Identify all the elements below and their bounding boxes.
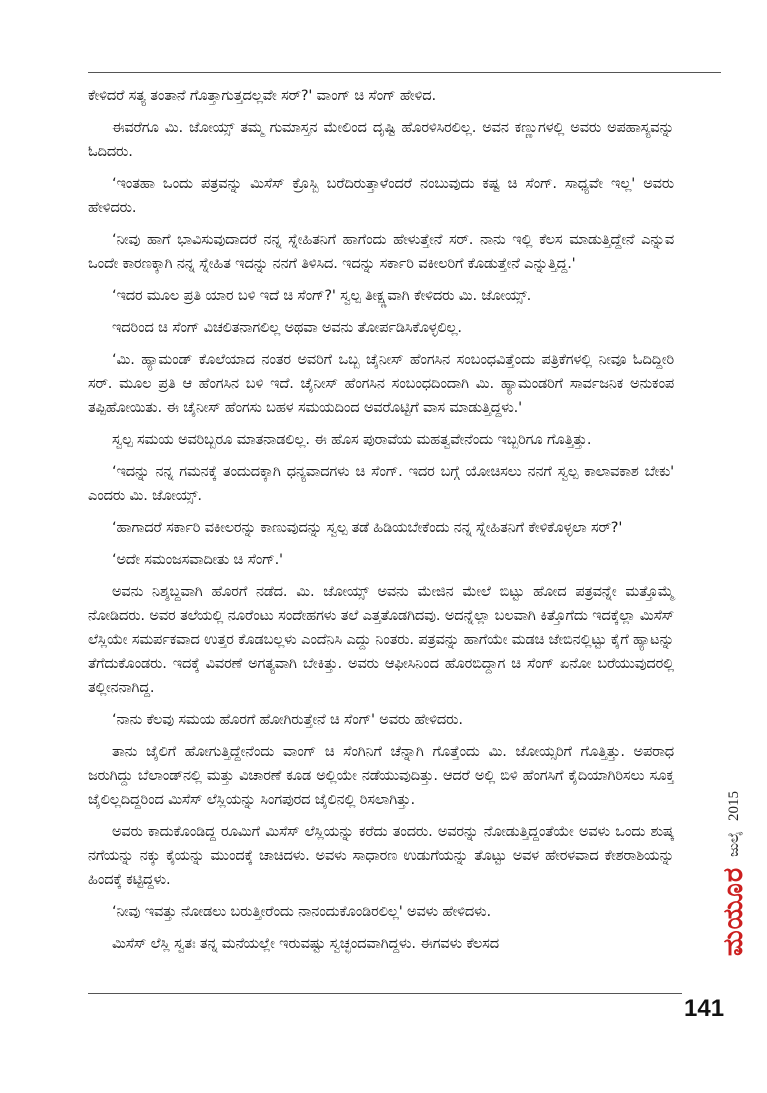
paragraph: ‘ನೀವು ಇವತ್ತು ನೋಡಲು ಬರುತ್ತೀರೆಂದು ನಾನಂದುಕೊಂಡಿರಲಿಲ್ಲ' ಅವಳು ಹೇಳಿದಳು. bbox=[112, 903, 491, 920]
issue-label bbox=[720, 726, 748, 956]
paragraph: ‘ಹಾಗಾದರೆ ಸರ್ಕಾರಿ ವಕೀಲರನ್ನು ಕಾಣುವುದನ್ನು ಸ್ವಲ್ಪ ತಡೆ ಹಿಡಿಯಬೇಕೆಂದು ನನ್ನ ಸ್ನೇಹಿತನಿಗೆ ಕೇಳಿಕೊಳ್ಳಲಾ ಸರ್?' bbox=[112, 519, 623, 536]
paragraph: ತಾನು ಜೈಲಿಗೆ ಹೋಗುತ್ತಿದ್ದೇನೆಂದು ವಾಂಗ್ ಚಿ ಸೆಂಗಿನಿಗೆ ಚೆನ್ನಾಗಿ ಗೊತ್ತೆಂದು ಮಿ. ಜೋಯ್ಸರಿಗೆ ಗೊತ್ತಿತ್ತು. ಅಪರಾಧ ಜರುಗಿದ್ದು ಬೆಲಾಂಡ್‌ನಲ್ಲಿ ಮತ್ತು ವಿಚಾರಣೆ ಕೂಡ ಅಲ್ಲಿಯೇ ನಡೆಯುವುದಿತ್ತು. ಆದರೆ ಅಲ್ಲಿ ಬಿಳಿ ಹೆಂಗಸಿಗೆ ಕೈದಿಯಾಗಿರಿಸಲು ಸೂಕ್ತ ಜೈಲಿಲ್ಲದಿದ್ದರಿಂದ ಮಿಸೆಸ್ ಲೆಸ್ಲಿಯನ್ನು ಸಿಂಗಪುರದ ಜೈಲಿನಲ್ಲಿ ರಿಸಲಾಗಿತ್ತು. bbox=[88, 743, 674, 808]
paragraph: ‘ಮಿ. ಹ್ಯಾಮಂಡ್ ಕೊಲೆಯಾದ ನಂತರ ಅವರಿಗೆ ಒಬ್ಬ ಚೈನೀಸ್ ಹೆಂಗಸಿನ ಸಂಬಂಧವಿತ್ತೆಂದು ಪತ್ರಿಕೆಗಳಲ್ಲಿ ನೀವೂ ಓದಿದ್ದೀರಿ ಸರ್. ಮೂಲ ಪ್ರತಿ ಆ ಹೆಂಗಸಿನ ಬಳಿ ಇದೆ. ಚೈನೀಸ್ ಹೆಂಗಸಿನ ಸಂಬಂಧದಿಂದಾಗಿ ಮಿ. ಹ್ಯಾಮಂಡರಿಗೆ ಸಾರ್ವಜನಿಕ ಅನುಕಂಪ ತಪ್ಪಿಹೋಯಿತು. ಈ ಚೈನೀಸ್ ಹೆಂಗಸು ಬಹಳ ಸಮಯದಿಂದ ಅವರೊಟ್ಟಿಗೆ ವಾಸ ಮಾಡುತ್ತಿದ್ದಳು.' bbox=[88, 351, 674, 416]
paragraph: ಕೇಳಿದರೆ ಸತ್ಯ ತಂತಾನೆ ಗೊತ್ತಾಗುತ್ತದಲ್ಲವೇ ಸರ್?' ವಾಂಗ್ ಚಿ ಸೆಂಗ್ ಹೇಳಿದ. bbox=[88, 87, 436, 104]
paragraph: ‘ಇದರ ಮೂಲ ಪ್ರತಿ ಯಾರ ಬಳಿ ಇದೆ ಚಿ ಸೆಂಗ್?' ಸ್ವಲ್ಪ ತೀಕ್ಷ್ಣವಾಗಿ ಕೇಳಿದರು ಮಿ. ಜೋಯ್ಸ್. bbox=[112, 287, 532, 304]
paragraph: ‘ಇದನ್ನು ನನ್ನ ಗಮನಕ್ಕೆ ತಂದುದಕ್ಕಾಗಿ ಧನ್ಯವಾದಗಳು ಚಿ ಸೆಂಗ್. ಇದರ ಬಗ್ಗೆ ಯೋಚಿಸಲು ನನಗೆ ಸ್ವಲ್ಪ ಕಾಲಾವಕಾಶ ಬೇಕು' ಎಂದರು ಮಿ. ಜೋಯ್ಸ್. bbox=[88, 463, 674, 504]
paragraph: ಸ್ವಲ್ಪ ಸಮಯ ಅವರಿಬ್ಬರೂ ಮಾತನಾಡಲಿಲ್ಲ. ಈ ಹೊಸ ಪುರಾವೆಯ ಮಹತ್ವವೇನೆಂದು ಇಬ್ಬರಿಗೂ ಗೊತ್ತಿತ್ತು. bbox=[112, 431, 592, 448]
paragraph: ‘ಇಂತಹಾ ಒಂದು ಪತ್ರವನ್ನು ಮಿಸೆಸ್ ಕ್ರೊಸ್ಬಿ ಬರೆದಿರುತ್ತಾಳೆಂದರೆ ನಂಬುವುದು ಕಷ್ಟ ಚಿ ಸೆಂಗ್. ಸಾಧ್ಯವೇ ಇಲ್ಲ' ಅವರು ಹೇಳಿದರು. bbox=[88, 175, 674, 216]
article-body bbox=[88, 84, 674, 964]
page-number: 141 bbox=[684, 995, 725, 1022]
bottom-rule bbox=[88, 993, 682, 994]
paragraph: ಈವರೆಗೂ ಮಿ. ಜೋಯ್ಸ್ ತಮ್ಮ ಗುಮಾಸ್ತನ ಮೇಲಿಂದ ದೃಷ್ಟಿ ಹೊರಳಿಸಿರಲಿಲ್ಲ. ಅವನ ಕಣ್ಣುಗಳಲ್ಲಿ ಅವರು ಅಪಹಾಸ್ಯವನ್ನು ಓದಿದರು. bbox=[88, 119, 674, 160]
paragraph: ಅವನು ನಿಶ್ಶಬ್ದವಾಗಿ ಹೊರಗೆ ನಡೆದ. ಮಿ. ಜೋಯ್ಸ್ ಅವನು ಮೇಜಿನ ಮೇಲೆ ಬಿಟ್ಟು ಹೋದ ಪತ್ರವನ್ನೇ ಮತ್ತೊಮ್ಮೆ ನೋಡಿದರು. ಅವರ ತಲೆಯಲ್ಲಿ ನೂರೆಂಟು ಸಂದೇಹಗಳು ತಲೆ ಎತ್ತತೊಡಗಿದವು. ಅದನ್ನೆಲ್ಲಾ ಬಲವಾಗಿ ಕಿತ್ತೊಗೆದು ಇದಕ್ಕೆಲ್ಲಾ ಮಿಸೆಸ್ ಲೆಸ್ಲಿಯೇ ಸಮರ್ಪಕವಾದ ಉತ್ತರ ಕೊಡಬಲ್ಲಳು ಎಂದೆನಿಸಿ ಎದ್ದು ನಿಂತರು. ಪತ್ರವನ್ನು ಹಾಗೆಯೇ ಮಡಚಿ ಜೇಬಿನಲ್ಲಿಟ್ಟು ಕೈಗೆ ಹ್ಯಾಟನ್ನು ತೆಗೆದುಕೊಂಡರು. ಇದಕ್ಕೆ ವಿವರಣೆ ಅಗತ್ಯವಾಗಿ ಬೇಕಿತ್ತು. ಅವರು ಆಫೀಸಿನಿಂದ ಹೊರಬಿದ್ದಾಗ ಚಿ ಸೆಂಗ್ ಏನೋ ಬರೆಯುವುದರಲ್ಲಿ ತಲ್ಲೀನನಾಗಿದ್ದ. bbox=[88, 583, 674, 696]
paragraph: ‘ನೀವು ಹಾಗೆ ಭಾವಿಸುವುದಾದರೆ ನನ್ನ ಸ್ನೇಹಿತನಿಗೆ ಹಾಗೆಂದು ಹೇಳುತ್ತೇನೆ ಸರ್. ನಾನು ಇಲ್ಲಿ ಕೆಲಸ ಮಾಡುತ್ತಿದ್ದೇನೆ ಎನ್ನುವ ಒಂದೇ ಕಾರಣಕ್ಕಾಗಿ ನನ್ನ ಸ್ನೇಹಿತ ಇದನ್ನು ನನಗೆ ತಿಳಿಸಿದ. ಇದನ್ನು ಸರ್ಕಾರಿ ವಕೀಲರಿಗೆ ಕೊಡುತ್ತೇನೆ ಎನ್ನುತ್ತಿದ್ದ.' bbox=[88, 231, 674, 272]
paragraph: ಇದರಿಂದ ಚಿ ಸೆಂಗ್ ವಿಚಲಿತನಾಗಲಿಲ್ಲ ಅಥವಾ ಅವನು ತೋರ್ಪಡಿಸಿಕೊಳ್ಳಲಿಲ್ಲ. bbox=[112, 319, 462, 336]
issue-year: 2015 bbox=[725, 791, 742, 822]
paragraph: ‘ಅದೇ ಸಮಂಜಸವಾದೀತು ಚಿ ಸೆಂಗ್.' bbox=[112, 551, 283, 568]
paragraph: ಮಿಸೆಸ್ ಲೆಸ್ಲಿ ಸ್ವತಃ ತನ್ನ ಮನೆಯಲ್ಲೇ ಇರುವಷ್ಟು ಸ್ವಚ್ಛಂದವಾಗಿದ್ದಳು. ಈಗವಳು ಕೆಲಸದ bbox=[112, 935, 499, 952]
issue-month: ಜುಲೈ bbox=[726, 831, 742, 857]
paragraph: ‘ನಾನು ಕೆಲವು ಸಮಯ ಹೊರಗೆ ಹೋಗಿರುತ್ತೇನೆ ಚಿ ಸೆಂಗ್' ಅವರು ಹೇಳಿದರು. bbox=[112, 711, 463, 728]
paragraph: ಅವರು ಕಾದುಕೊಂಡಿದ್ದ ರೂಮಿಗೆ ಮಿಸೆಸ್ ಲೆಸ್ಲಿಯನ್ನು ಕರೆದು ತಂದರು. ಅವರನ್ನು ನೋಡುತ್ತಿದ್ದಂತೆಯೇ ಅವಳು ಒಂದು ಶುಷ್ಕ ನಗೆಯನ್ನು ನಕ್ಕು ಕೈಯನ್ನು ಮುಂದಕ್ಕೆ ಚಾಚಿದಳು. ಅವಳು ಸಾಧಾರಣ ಉಡುಗೆಯನ್ನು ತೊಟ್ಟು ಅವಳ ಹೇರಳವಾದ ಕೇಶರಾಶಿಯನ್ನು ಹಿಂದಕ್ಕೆ ಕಟ್ಟಿದ್ದಳು. bbox=[88, 823, 674, 888]
magazine-name: ಮಯೂರ bbox=[718, 866, 749, 956]
top-rule bbox=[88, 72, 721, 73]
